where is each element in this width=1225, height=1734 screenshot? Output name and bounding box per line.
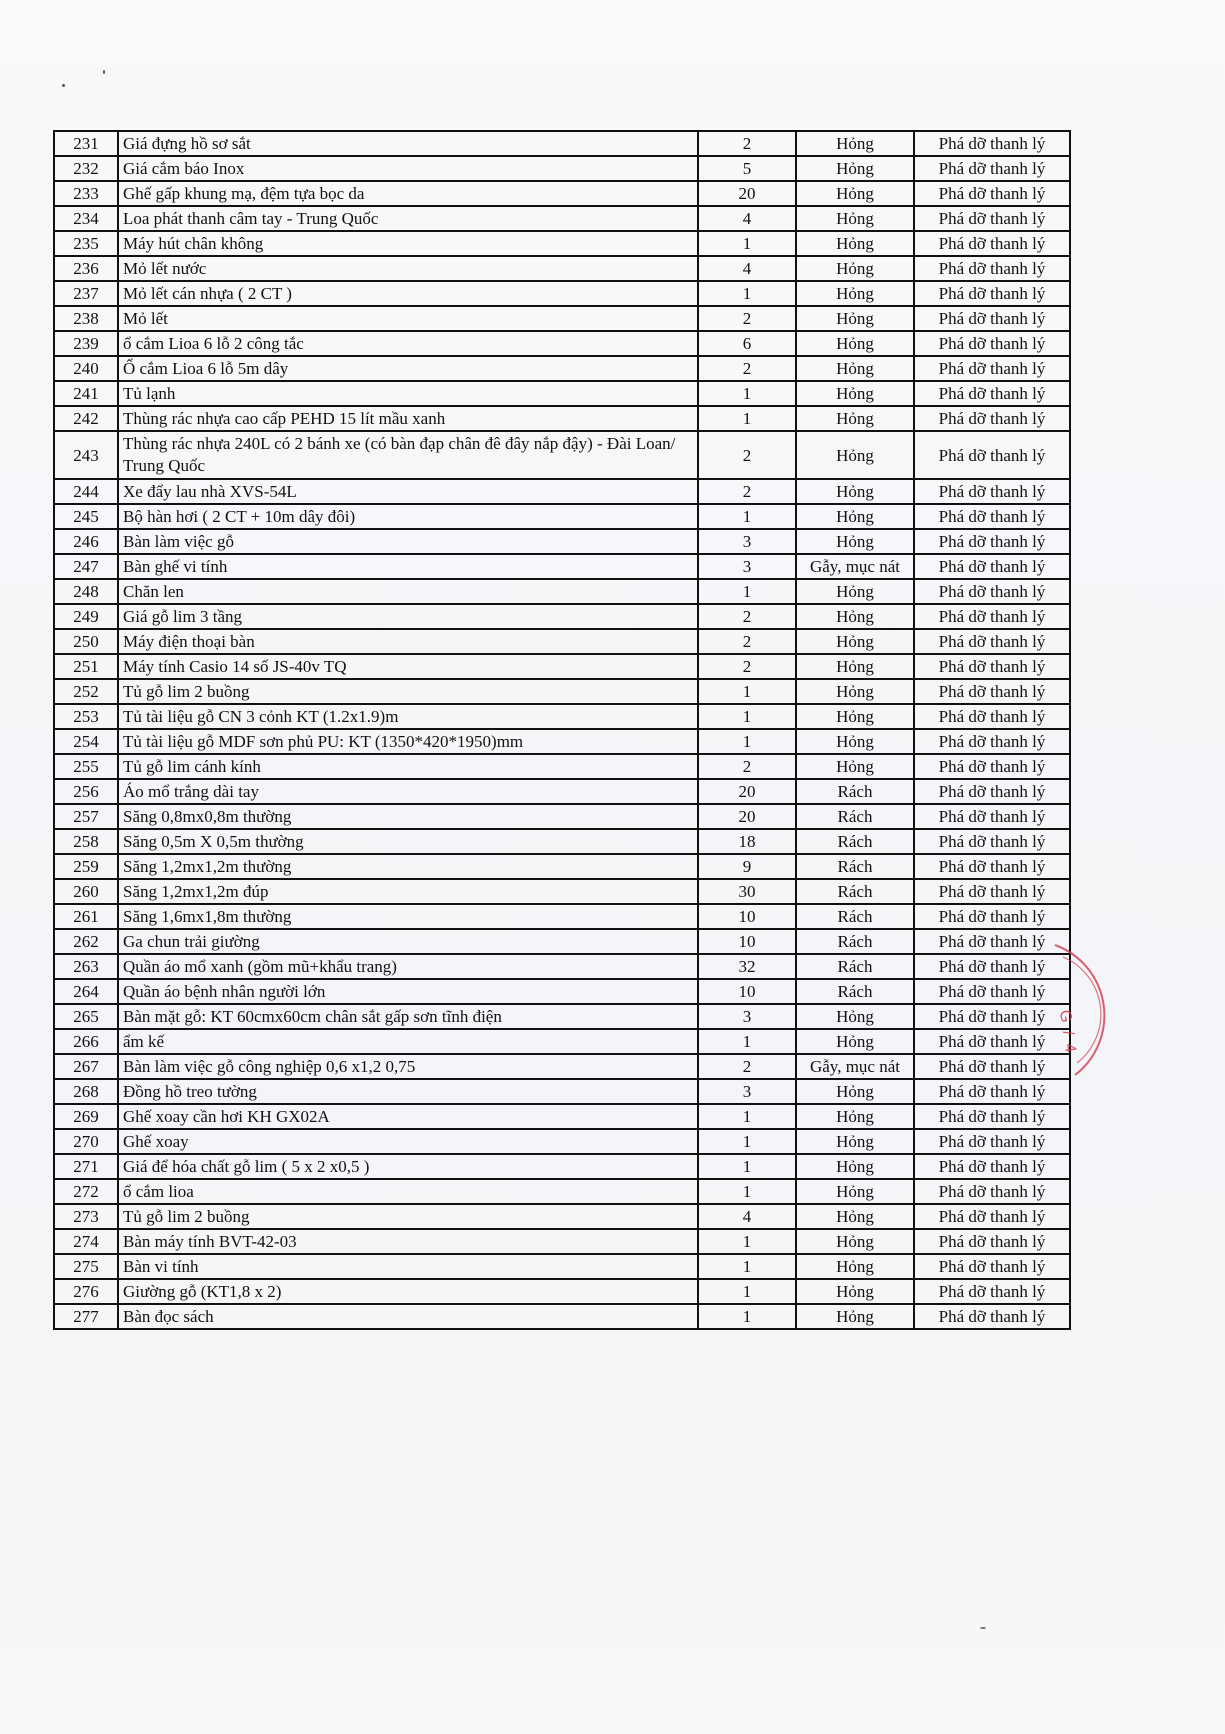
table-row [54, 629, 1070, 654]
table-row [54, 431, 1070, 479]
item-condition: Hỏng [796, 281, 914, 306]
item-name: Mỏ lết [118, 306, 698, 331]
item-action: Phá dỡ thanh lý [914, 904, 1070, 929]
item-name: Mỏ lết nước [118, 256, 698, 281]
table-row [54, 504, 1070, 529]
item-name: Ghế gấp khung mạ, đệm tựa bọc da [118, 181, 698, 206]
item-action: Phá dỡ thanh lý [914, 206, 1070, 231]
item-action: Phá dỡ thanh lý [914, 504, 1070, 529]
item-action: Phá dỡ thanh lý [914, 331, 1070, 356]
item-action: Phá dỡ thanh lý [914, 829, 1070, 854]
item-action: Phá dỡ thanh lý [914, 554, 1070, 579]
item-quantity: 2 [698, 131, 796, 156]
item-quantity: 18 [698, 829, 796, 854]
row-number: 242 [54, 406, 118, 431]
item-name: Bàn ghế vi tính [118, 554, 698, 579]
table-row [54, 1029, 1070, 1054]
item-condition: Hỏng [796, 231, 914, 256]
item-quantity: 1 [698, 1154, 796, 1179]
item-action: Phá dỡ thanh lý [914, 1129, 1070, 1154]
item-quantity: 5 [698, 156, 796, 181]
row-number: 266 [54, 1029, 118, 1054]
item-action: Phá dỡ thanh lý [914, 231, 1070, 256]
table-row [54, 579, 1070, 604]
row-number: 247 [54, 554, 118, 579]
row-number: 255 [54, 754, 118, 779]
item-action: Phá dỡ thanh lý [914, 156, 1070, 181]
item-quantity: 1 [698, 1129, 796, 1154]
table-row [54, 879, 1070, 904]
item-name: ổ cắm Lioa 6 lỗ 2 công tắc [118, 331, 698, 356]
item-condition: Hỏng [796, 181, 914, 206]
item-name: Giá cắm báo Inox [118, 156, 698, 181]
item-action: Phá dỡ thanh lý [914, 779, 1070, 804]
item-action: Phá dỡ thanh lý [914, 1029, 1070, 1054]
item-name: Quần áo bệnh nhân người lớn [118, 979, 698, 1004]
row-number: 263 [54, 954, 118, 979]
item-condition: Hỏng [796, 156, 914, 181]
item-name: Thùng rác nhựa 240L có 2 bánh xe (có bàn đạp chân đê đây nắp đậy) - Đài Loan/ Trung Quốc [118, 431, 698, 479]
item-condition: Hỏng [796, 504, 914, 529]
item-action: Phá dỡ thanh lý [914, 1179, 1070, 1204]
table-row [54, 529, 1070, 554]
item-name: ổ cắm lioa [118, 1179, 698, 1204]
row-number: 253 [54, 704, 118, 729]
item-quantity: 3 [698, 554, 796, 579]
inventory-table-body [54, 131, 1070, 1329]
item-name: Đồng hồ treo tường [118, 1079, 698, 1104]
item-condition: Hỏng [796, 206, 914, 231]
item-quantity: 1 [698, 381, 796, 406]
table-row [54, 754, 1070, 779]
table-row [54, 1129, 1070, 1154]
item-condition: Hỏng [796, 1254, 914, 1279]
item-quantity: 2 [698, 306, 796, 331]
table-row [54, 1104, 1070, 1129]
item-condition: Hỏng [796, 604, 914, 629]
item-condition: Rách [796, 929, 914, 954]
item-quantity: 4 [698, 1204, 796, 1229]
row-number: 267 [54, 1054, 118, 1079]
item-condition: Rách [796, 779, 914, 804]
item-condition: Hỏng [796, 754, 914, 779]
row-number: 273 [54, 1204, 118, 1229]
item-quantity: 2 [698, 356, 796, 381]
table-row [54, 979, 1070, 1004]
item-action: Phá dỡ thanh lý [914, 431, 1070, 479]
item-quantity: 30 [698, 879, 796, 904]
row-number: 268 [54, 1079, 118, 1104]
table-row [54, 729, 1070, 754]
item-condition: Hỏng [796, 306, 914, 331]
row-number: 277 [54, 1304, 118, 1329]
item-condition: Rách [796, 854, 914, 879]
row-number: 264 [54, 979, 118, 1004]
row-number: 262 [54, 929, 118, 954]
item-quantity: 3 [698, 1079, 796, 1104]
item-name: Bàn máy tính BVT-42-03 [118, 1229, 698, 1254]
table-row [54, 804, 1070, 829]
item-name: Tủ gỗ lim cánh kính [118, 754, 698, 779]
item-quantity: 6 [698, 331, 796, 356]
item-condition: Hỏng [796, 529, 914, 554]
table-row [54, 1079, 1070, 1104]
table-row [54, 679, 1070, 704]
item-action: Phá dỡ thanh lý [914, 1279, 1070, 1304]
item-name: Giường gỗ (KT1,8 x 2) [118, 1279, 698, 1304]
item-condition: Hỏng [796, 331, 914, 356]
item-action: Phá dỡ thanh lý [914, 654, 1070, 679]
item-quantity: 4 [698, 206, 796, 231]
row-number: 248 [54, 579, 118, 604]
item-quantity: 2 [698, 604, 796, 629]
item-quantity: 1 [698, 1179, 796, 1204]
item-condition: Rách [796, 954, 914, 979]
item-name: Chăn len [118, 579, 698, 604]
item-quantity: 1 [698, 729, 796, 754]
item-name: Săng 0,5m X 0,5m thường [118, 829, 698, 854]
scan-speck [62, 84, 65, 87]
item-condition: Hỏng [796, 1079, 914, 1104]
item-action: Phá dỡ thanh lý [914, 529, 1070, 554]
item-action: Phá dỡ thanh lý [914, 679, 1070, 704]
item-condition: Hỏng [796, 1154, 914, 1179]
item-condition: Hỏng [796, 1029, 914, 1054]
item-condition: Hỏng [796, 431, 914, 479]
row-number: 256 [54, 779, 118, 804]
item-condition: Hỏng [796, 1179, 914, 1204]
item-name: Giá gỗ lim 3 tầng [118, 604, 698, 629]
item-name: Ghế xoay [118, 1129, 698, 1154]
item-action: Phá dỡ thanh lý [914, 1004, 1070, 1029]
row-number: 249 [54, 604, 118, 629]
item-condition: Hỏng [796, 131, 914, 156]
item-quantity: 2 [698, 754, 796, 779]
table-row [54, 1254, 1070, 1279]
item-action: Phá dỡ thanh lý [914, 1229, 1070, 1254]
item-action: Phá dỡ thanh lý [914, 979, 1070, 1004]
item-name: Săng 0,8mx0,8m thường [118, 804, 698, 829]
table-row [54, 331, 1070, 356]
item-condition: Hỏng [796, 579, 914, 604]
item-condition: Rách [796, 804, 914, 829]
row-number: 254 [54, 729, 118, 754]
item-quantity: 1 [698, 1254, 796, 1279]
table-row [54, 281, 1070, 306]
table-row [54, 1229, 1070, 1254]
table-row [54, 829, 1070, 854]
row-number: 234 [54, 206, 118, 231]
row-number: 258 [54, 829, 118, 854]
row-number: 239 [54, 331, 118, 356]
item-quantity: 1 [698, 679, 796, 704]
item-quantity: 9 [698, 854, 796, 879]
row-number: 251 [54, 654, 118, 679]
item-name: Bàn vi tính [118, 1254, 698, 1279]
item-name: Tủ tài liệu gỗ CN 3 cỏnh KT (1.2x1.9)m [118, 704, 698, 729]
item-quantity: 2 [698, 629, 796, 654]
item-name: Giá đựng hồ sơ sắt [118, 131, 698, 156]
row-number: 276 [54, 1279, 118, 1304]
item-condition: Rách [796, 829, 914, 854]
table-row [54, 181, 1070, 206]
item-action: Phá dỡ thanh lý [914, 381, 1070, 406]
item-condition: Hỏng [796, 479, 914, 504]
table-row [54, 156, 1070, 181]
item-action: Phá dỡ thanh lý [914, 704, 1070, 729]
item-condition: Hỏng [796, 256, 914, 281]
row-number: 246 [54, 529, 118, 554]
item-name: Tủ tài liệu gỗ MDF sơn phủ PU: KT (1350*420*1950)mm [118, 729, 698, 754]
item-name: Ghế xoay cần hơi KH GX02A [118, 1104, 698, 1129]
scan-speck [980, 1627, 986, 1629]
table-row [54, 381, 1070, 406]
item-condition: Rách [796, 904, 914, 929]
item-action: Phá dỡ thanh lý [914, 1254, 1070, 1279]
item-action: Phá dỡ thanh lý [914, 406, 1070, 431]
item-action: Phá dỡ thanh lý [914, 1054, 1070, 1079]
item-condition: Hỏng [796, 629, 914, 654]
item-quantity: 10 [698, 929, 796, 954]
item-action: Phá dỡ thanh lý [914, 579, 1070, 604]
item-condition: Hỏng [796, 1129, 914, 1154]
item-name: ẩm kế [118, 1029, 698, 1054]
item-name: Máy tính Casio 14 số JS-40v TQ [118, 654, 698, 679]
table-row [54, 929, 1070, 954]
item-quantity: 2 [698, 431, 796, 479]
table-row [54, 231, 1070, 256]
item-name: Ổ cắm Lioa 6 lỗ 5m dây [118, 356, 698, 381]
item-action: Phá dỡ thanh lý [914, 1104, 1070, 1129]
row-number: 231 [54, 131, 118, 156]
item-name: Tủ gỗ lim 2 buồng [118, 1204, 698, 1229]
item-action: Phá dỡ thanh lý [914, 131, 1070, 156]
item-quantity: 1 [698, 1229, 796, 1254]
item-quantity: 1 [698, 579, 796, 604]
row-number: 270 [54, 1129, 118, 1154]
item-action: Phá dỡ thanh lý [914, 879, 1070, 904]
item-name: Bàn đọc sách [118, 1304, 698, 1329]
item-name: Loa phát thanh câm tay - Trung Quốc [118, 206, 698, 231]
item-quantity: 32 [698, 954, 796, 979]
row-number: 274 [54, 1229, 118, 1254]
item-name: Bàn mặt gỗ: KT 60cmx60cm chân sắt gấp sơn tĩnh điện [118, 1004, 698, 1029]
item-action: Phá dỡ thanh lý [914, 929, 1070, 954]
table-row [54, 306, 1070, 331]
item-condition: Hỏng [796, 1104, 914, 1129]
row-number: 252 [54, 679, 118, 704]
row-number: 238 [54, 306, 118, 331]
item-action: Phá dỡ thanh lý [914, 729, 1070, 754]
item-action: Phá dỡ thanh lý [914, 954, 1070, 979]
table-row [54, 1004, 1070, 1029]
item-quantity: 1 [698, 504, 796, 529]
item-name: Săng 1,2mx1,2m thường [118, 854, 698, 879]
item-condition: Rách [796, 979, 914, 1004]
table-row [54, 1279, 1070, 1304]
table-row [54, 1179, 1070, 1204]
item-action: Phá dỡ thanh lý [914, 306, 1070, 331]
item-name: Quần áo mổ xanh (gồm mũ+khẩu trang) [118, 954, 698, 979]
table-row [54, 1054, 1070, 1079]
item-action: Phá dỡ thanh lý [914, 181, 1070, 206]
item-condition: Rách [796, 879, 914, 904]
item-condition: Hỏng [796, 381, 914, 406]
row-number: 241 [54, 381, 118, 406]
item-name: Bàn làm việc gỗ [118, 529, 698, 554]
item-action: Phá dỡ thanh lý [914, 1204, 1070, 1229]
row-number: 237 [54, 281, 118, 306]
item-action: Phá dỡ thanh lý [914, 804, 1070, 829]
table-row [54, 954, 1070, 979]
row-number: 271 [54, 1154, 118, 1179]
table-row [54, 704, 1070, 729]
item-name: Giá để hóa chất gỗ lim ( 5 x 2 x0,5 ) [118, 1154, 698, 1179]
row-number: 245 [54, 504, 118, 529]
item-quantity: 10 [698, 979, 796, 1004]
item-condition: Hỏng [796, 704, 914, 729]
item-quantity: 2 [698, 479, 796, 504]
item-quantity: 20 [698, 181, 796, 206]
stamp-fragment-text: G / 4 [1055, 1008, 1080, 1056]
disposal-inventory-table [53, 130, 1071, 1330]
item-quantity: 1 [698, 704, 796, 729]
row-number: 236 [54, 256, 118, 281]
row-number: 232 [54, 156, 118, 181]
table-row [54, 206, 1070, 231]
table-row [54, 654, 1070, 679]
item-condition: Hỏng [796, 1004, 914, 1029]
item-quantity: 2 [698, 654, 796, 679]
item-quantity: 4 [698, 256, 796, 281]
row-number: 243 [54, 431, 118, 479]
table-row [54, 479, 1070, 504]
row-number: 275 [54, 1254, 118, 1279]
item-action: Phá dỡ thanh lý [914, 754, 1070, 779]
item-quantity: 1 [698, 231, 796, 256]
row-number: 265 [54, 1004, 118, 1029]
item-name: Thùng rác nhựa cao cấp PEHD 15 lít mầu xanh [118, 406, 698, 431]
item-action: Phá dỡ thanh lý [914, 281, 1070, 306]
table-row [54, 1154, 1070, 1179]
item-quantity: 20 [698, 804, 796, 829]
item-name: Mỏ lết cán nhựa ( 2 CT ) [118, 281, 698, 306]
item-quantity: 20 [698, 779, 796, 804]
table-row [54, 131, 1070, 156]
item-action: Phá dỡ thanh lý [914, 479, 1070, 504]
item-condition: Hỏng [796, 1229, 914, 1254]
scan-speck [103, 70, 105, 74]
item-quantity: 1 [698, 1029, 796, 1054]
item-condition: Gẫy, mục nát [796, 554, 914, 579]
item-name: Ga chun trải giường [118, 929, 698, 954]
item-action: Phá dỡ thanh lý [914, 1079, 1070, 1104]
item-action: Phá dỡ thanh lý [914, 256, 1070, 281]
item-quantity: 1 [698, 1279, 796, 1304]
row-number: 233 [54, 181, 118, 206]
table-row [54, 554, 1070, 579]
row-number: 261 [54, 904, 118, 929]
item-action: Phá dỡ thanh lý [914, 604, 1070, 629]
item-name: Máy hút chân không [118, 231, 698, 256]
item-condition: Hỏng [796, 406, 914, 431]
row-number: 244 [54, 479, 118, 504]
row-number: 272 [54, 1179, 118, 1204]
item-action: Phá dỡ thanh lý [914, 1304, 1070, 1329]
item-action: Phá dỡ thanh lý [914, 1154, 1070, 1179]
item-condition: Hỏng [796, 1279, 914, 1304]
table-row [54, 1204, 1070, 1229]
item-condition: Hỏng [796, 356, 914, 381]
item-name: Áo mổ trắng dài tay [118, 779, 698, 804]
item-condition: Hỏng [796, 679, 914, 704]
item-action: Phá dỡ thanh lý [914, 629, 1070, 654]
table-row [54, 406, 1070, 431]
item-action: Phá dỡ thanh lý [914, 854, 1070, 879]
item-quantity: 2 [698, 1054, 796, 1079]
table-row [54, 356, 1070, 381]
row-number: 259 [54, 854, 118, 879]
table-row [54, 779, 1070, 804]
row-number: 250 [54, 629, 118, 654]
item-condition: Gẫy, mục nát [796, 1054, 914, 1079]
item-name: Săng 1,6mx1,8m thường [118, 904, 698, 929]
row-number: 257 [54, 804, 118, 829]
item-action: Phá dỡ thanh lý [914, 356, 1070, 381]
item-condition: Hỏng [796, 1304, 914, 1329]
item-name: Máy điện thoại bàn [118, 629, 698, 654]
item-condition: Hỏng [796, 654, 914, 679]
table-row [54, 904, 1070, 929]
item-name: Bộ hàn hơi ( 2 CT + 10m dây đôi) [118, 504, 698, 529]
item-name: Tủ lạnh [118, 381, 698, 406]
item-quantity: 10 [698, 904, 796, 929]
item-name: Bàn làm việc gỗ công nghiệp 0,6 x1,2 0,75 [118, 1054, 698, 1079]
item-quantity: 3 [698, 1004, 796, 1029]
row-number: 260 [54, 879, 118, 904]
item-condition: Hỏng [796, 1204, 914, 1229]
row-number: 235 [54, 231, 118, 256]
table-row [54, 604, 1070, 629]
table-row [54, 854, 1070, 879]
table-row [54, 1304, 1070, 1329]
item-name: Tủ gỗ lim 2 buồng [118, 679, 698, 704]
item-condition: Hỏng [796, 729, 914, 754]
item-quantity: 1 [698, 281, 796, 306]
item-quantity: 1 [698, 1104, 796, 1129]
table-row [54, 256, 1070, 281]
item-quantity: 1 [698, 406, 796, 431]
item-quantity: 1 [698, 1304, 796, 1329]
row-number: 240 [54, 356, 118, 381]
item-name: Xe đẩy lau nhà XVS-54L [118, 479, 698, 504]
row-number: 269 [54, 1104, 118, 1129]
item-name: Săng 1,2mx1,2m đúp [118, 879, 698, 904]
item-quantity: 3 [698, 529, 796, 554]
